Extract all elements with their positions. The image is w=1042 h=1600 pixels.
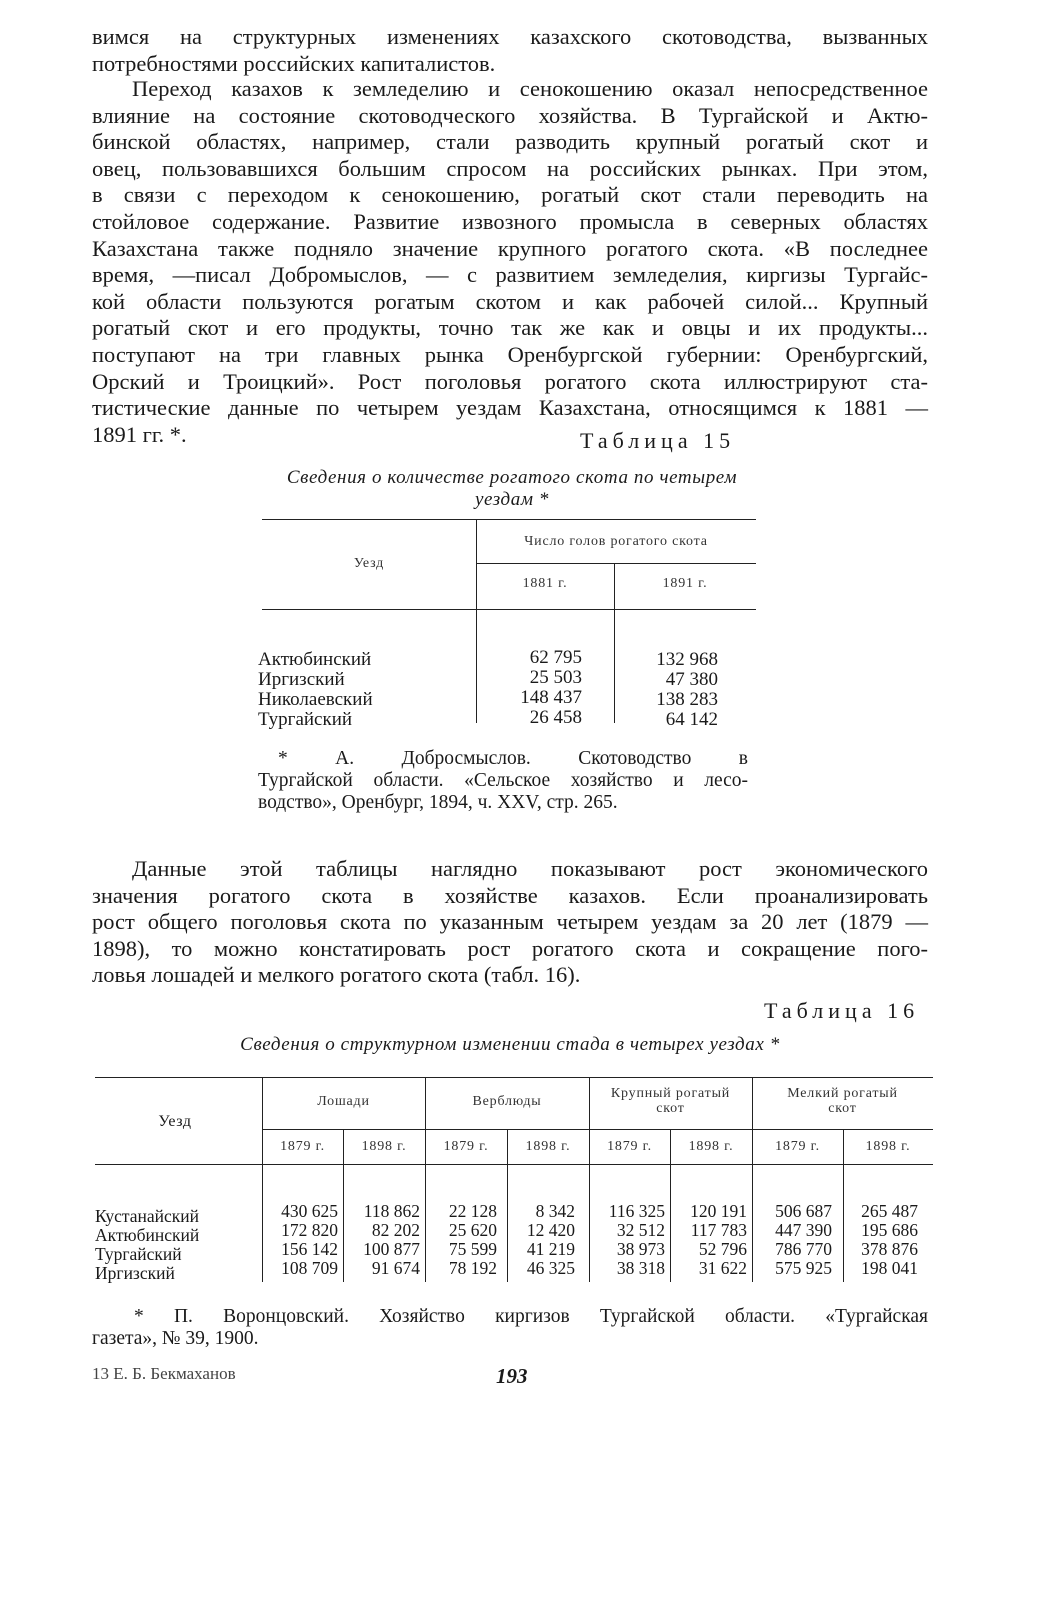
text-line: потребностями российских капиталистов. [92, 50, 496, 76]
table-16-header-rule [95, 1164, 933, 1165]
table-16-subheader-rule [262, 1129, 933, 1130]
table-cell: 22 128 [448, 1201, 497, 1221]
page-number: 193 [496, 1364, 528, 1388]
table-15-group-header: Число голов рогатого скота [524, 534, 708, 549]
table-cell: 64 142 [665, 709, 718, 730]
text-line: рост общего поголовья скота по указанным четырем уездам за 20 лет (1879 — [92, 909, 928, 935]
table-cell: 195 686 [861, 1220, 918, 1240]
table-cell: 265 487 [861, 1201, 918, 1221]
text-line: тистические данные по четырем уездам Казахстана, относящимся к 1881 — [92, 395, 928, 421]
table-16-col-small-1879 [752, 1202, 832, 1278]
table-16-year-header: 1879 г. [280, 1139, 325, 1154]
table-16-col-cattle-1898 [670, 1202, 747, 1278]
text-line: 1898), то можно констатировать рост рогатого скота и сокращение пого- [92, 935, 928, 961]
table-16-col-small-1898 [843, 1202, 918, 1278]
table-16-year-header: 1898 г. [865, 1139, 911, 1154]
table-16-year-header: 1898 г. [525, 1139, 571, 1154]
table-cell: 172 820 [281, 1220, 338, 1240]
table-cell: 148 437 [520, 687, 582, 708]
table-cell: 447 390 [775, 1220, 832, 1240]
table-cell: 120 191 [690, 1201, 747, 1221]
table-16-col-camels-1879 [425, 1202, 497, 1278]
table-16-year-header: 1879 г. [443, 1139, 489, 1154]
table-row-name: Актюбинский [95, 1225, 200, 1245]
table-cell: 132 968 [656, 649, 718, 670]
text-line: Казахстана также подняло значение крупного рогатого скота. «В последнее [92, 235, 928, 261]
table-cell: 378 876 [861, 1239, 918, 1259]
text-line: время, —писал Добромыслов, — с развитием земледелия, киргизы Тургайс- [92, 262, 928, 288]
footnote-line: водство», Оренбург, 1894, ч. XXV, стр. 265. [258, 792, 618, 813]
group-header-line: Крупный рогатый [610, 1086, 731, 1101]
table-15-footnote [258, 748, 748, 814]
table-cell: 52 796 [698, 1239, 747, 1259]
table-cell: 47 380 [665, 669, 718, 690]
table-16-year-header: 1879 г. [775, 1139, 820, 1154]
table-cell: 118 862 [363, 1201, 420, 1221]
table-16-group-small-livestock [752, 1086, 933, 1116]
table-16-col-cattle-1879 [589, 1202, 665, 1278]
text-line: бинской областях, например, стали разводить крупный рогатый скот и [92, 129, 928, 155]
paragraph-2 [92, 76, 928, 448]
footnote-line: * П. Воронцовский. Хозяйство киргизов Тургайской области. «Тургайская [134, 1306, 928, 1327]
table-15-col-1881 [476, 648, 582, 728]
table-cell: 138 283 [656, 689, 718, 710]
text-line: Орский и Троицкий». Рост поголовья рогатого скота иллюстрируют ста- [92, 368, 928, 394]
table-cell: 8 342 [535, 1201, 575, 1221]
table-15-row-names [258, 650, 373, 730]
group-header-line: Лошади [317, 1094, 370, 1109]
caption-line: уездам * [474, 489, 550, 510]
table-15-year-1891: 1891 г. [662, 576, 708, 591]
table-row-name: Тургайский [258, 709, 353, 730]
text-line: влияние на состояние скотоводческого хозяйства. В Тургайской и Актю- [92, 102, 928, 128]
text-line: вимся на структурных изменениях казахского скотоводства, вызванных [92, 24, 928, 49]
table-16-col-horses-1879 [262, 1202, 338, 1278]
table-cell: 116 325 [608, 1201, 665, 1221]
table-cell: 430 625 [281, 1201, 338, 1221]
text-line: овец, пользовавшихся большим спросом на российских рынках. При этом, [92, 155, 928, 181]
table-cell: 25 503 [529, 667, 582, 688]
table-cell: 786 770 [775, 1239, 832, 1259]
table-row-name: Тургайский [95, 1244, 182, 1264]
table-15-uezd-header: Уезд [353, 556, 385, 571]
paragraph-1 [92, 24, 928, 77]
table-15-header-rule [262, 609, 756, 610]
table-16-row-names [95, 1207, 199, 1283]
table-16-col-camels-1898 [507, 1202, 575, 1278]
group-header-line: скот [828, 1101, 857, 1116]
table-cell: 12 420 [526, 1220, 575, 1240]
table-16-group-camels [425, 1094, 589, 1110]
text-line: поступают на три главных рынка Оренбургской губернии: Оренбургский, [92, 341, 928, 367]
caption-line: Сведения о количестве рогатого скота по четырем [286, 467, 738, 488]
group-header-line: скот [656, 1101, 685, 1116]
text-line: рогатый скот и его продукты, точно так же как и овцы и их продукты... [92, 315, 928, 341]
table-cell: 38 973 [616, 1239, 665, 1259]
table-16-label: Таблица 16 [764, 998, 920, 1023]
footnote-line: Тургайской области. «Сельское хозяйство и лесо- [258, 770, 748, 791]
text-line: ловья лошадей и мелкого рогатого скота (табл. 16). [92, 962, 581, 988]
table-16-top-rule [95, 1077, 933, 1078]
table-row-name: Кустанайский [95, 1206, 200, 1226]
table-cell: 506 687 [775, 1201, 832, 1221]
table-cell: 41 219 [526, 1239, 575, 1259]
table-16-year-header: 1898 г. [688, 1139, 734, 1154]
table-16-uezd-header: Уезд [158, 1113, 192, 1130]
table-cell: 575 925 [775, 1258, 832, 1278]
table-16-caption: Сведения о структурном изменении стада в четырех уездах * [240, 1034, 780, 1055]
table-15-year-1881: 1881 г. [522, 576, 568, 591]
table-cell: 38 318 [616, 1258, 665, 1278]
table-row-name: Актюбинский [258, 649, 372, 670]
table-16-footnote [92, 1306, 928, 1350]
table-16-year-header: 1879 г. [607, 1139, 652, 1154]
table-cell: 46 325 [526, 1258, 575, 1278]
table-cell: 32 512 [616, 1220, 665, 1240]
table-cell: 91 674 [371, 1258, 420, 1278]
text-line: Данные этой таблицы наглядно показывают рост экономического [132, 856, 928, 881]
table-cell: 156 142 [281, 1239, 338, 1259]
table-cell: 62 795 [529, 647, 582, 668]
text-line: значения рогатого скота в хозяйстве казахов. Если проанализировать [92, 882, 928, 908]
footnote-line: газета», № 39, 1900. [92, 1328, 259, 1349]
table-cell: 82 202 [371, 1220, 420, 1240]
table-15-caption [252, 467, 772, 511]
table-cell: 108 709 [281, 1258, 338, 1278]
table-cell: 198 041 [861, 1258, 918, 1278]
table-cell: 100 877 [363, 1239, 420, 1259]
text-line: Переход казахов к земледелию и сенокошению оказал непосредственное [132, 76, 928, 101]
table-16-col-horses-1898 [343, 1202, 420, 1278]
table-cell: 31 622 [698, 1258, 747, 1278]
table-row-name: Иргизский [258, 669, 345, 690]
footnote-line: * А. Добросмыслов. Скотоводство в [278, 748, 748, 769]
text-line: 1891 гг. *. [92, 421, 187, 447]
group-header-line: Мелкий рогатый [787, 1086, 898, 1101]
table-row-name: Иргизский [95, 1263, 175, 1283]
table-15-col-1891 [614, 650, 718, 730]
table-16-year-header: 1898 г. [361, 1139, 407, 1154]
group-header-line: Верблюды [472, 1094, 542, 1109]
table-15-top-rule [262, 519, 756, 520]
table-cell: 117 783 [690, 1220, 747, 1240]
text-line: стойловое содержание. Развитие извозного промысла в северных областях [92, 208, 928, 234]
printer-signature: 13 Е. Б. Бекмаханов [92, 1364, 236, 1383]
table-15-label: Таблица 15 [580, 428, 736, 453]
table-cell: 75 599 [448, 1239, 497, 1259]
paragraph-3 [92, 856, 928, 989]
table-cell: 25 620 [448, 1220, 497, 1240]
table-cell: 26 458 [529, 707, 582, 728]
table-15-subheader-rule [476, 563, 756, 564]
table-cell: 78 192 [448, 1258, 497, 1278]
text-line: в связи с переходом к сенокошению, рогатый скот стали переводить на [92, 182, 928, 208]
table-16-group-horses [262, 1094, 425, 1110]
text-line: кой области пользуются рогатым скотом и как рабочей силой... Крупный [92, 288, 928, 314]
table-16-group-cattle [589, 1086, 752, 1116]
table-row-name: Николаевский [258, 689, 373, 710]
